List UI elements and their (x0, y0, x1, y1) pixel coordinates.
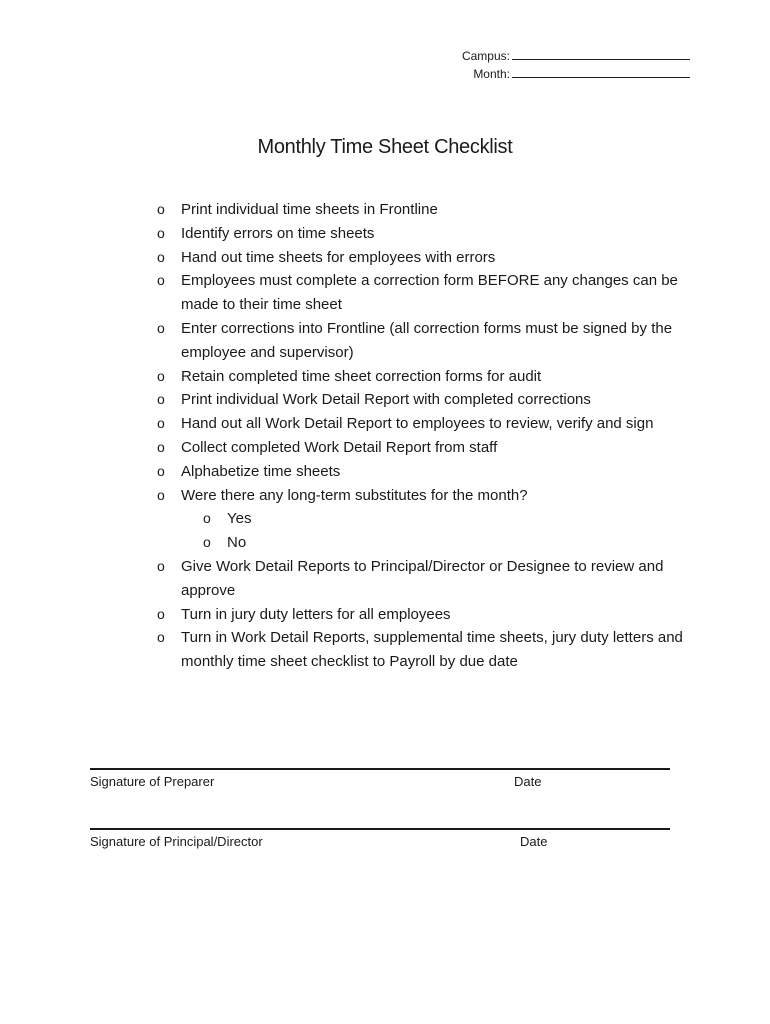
option-no[interactable] (203, 531, 687, 555)
month-label: Month: (473, 67, 510, 81)
substitute-options (157, 507, 687, 555)
campus-blank-line[interactable] (512, 48, 690, 60)
month-field (400, 65, 690, 83)
bullet-icon: o (157, 486, 165, 503)
bullet-icon: o (157, 557, 165, 574)
checklist-item-text: Enter corrections into Frontline (all correction forms must be signed by the employee and supervisor) (181, 319, 673, 361)
page-title: Monthly Time Sheet Checklist (257, 136, 513, 158)
bullet-icon: o (203, 534, 211, 551)
preparer-signature-line[interactable] (90, 768, 670, 770)
checklist-item-text: Print individual Work Detail Report with completed corrections (181, 391, 591, 409)
checklist-item-text: Were there any long-term substitutes for the month? (181, 486, 528, 504)
checklist-item-text: Identify errors on time sheets (181, 224, 375, 242)
preparer-signature-label: Signature of Preparer (90, 774, 215, 789)
checklist-item-text: Turn in Work Detail Reports, supplemental time sheets, jury duty letters and monthly time sheet checklist to Payroll by due date (181, 629, 683, 671)
checklist-item-print-work-detail (157, 388, 687, 412)
bullet-icon: o (157, 272, 165, 289)
bullet-icon: o (157, 201, 165, 217)
option-label: Yes (227, 510, 252, 528)
principal-signature-labels (90, 834, 670, 854)
bullet-icon: o (157, 629, 165, 646)
bullet-icon: o (157, 319, 165, 336)
campus-label: Campus: (461, 49, 510, 63)
bullet-icon: o (203, 510, 211, 527)
principal-signature-line[interactable] (90, 828, 670, 830)
campus-field (400, 47, 690, 65)
bullet-icon: o (157, 391, 165, 408)
checklist-item-text: Retain completed time sheet correction forms for audit (181, 367, 542, 385)
substitute-options-list (157, 507, 687, 555)
checklist-item-identify-errors (157, 222, 687, 246)
checklist-item-collect-work-detail (157, 436, 687, 460)
principal-signature-block (90, 828, 670, 854)
month-blank-line[interactable] (512, 66, 690, 78)
principal-signature-label: Signature of Principal/Director (90, 834, 263, 849)
checklist-item-print-time-sheets (157, 198, 687, 222)
checklist-item-hand-out-work-detail (157, 412, 687, 436)
checklist-item-text: Hand out time sheets for employees with errors (181, 248, 496, 266)
preparer-date-label: Date (514, 774, 542, 789)
checklist-item-turn-in-payroll (157, 626, 687, 674)
checklist (157, 198, 687, 674)
checklist-item-text: Employees must complete a correction form BEFORE any changes can be made to their time sheet (181, 272, 678, 314)
preparer-signature-block (90, 768, 670, 794)
checklist-item-retain-forms (157, 365, 687, 389)
checklist-item-enter-corrections (157, 317, 687, 365)
preparer-signature-labels (90, 774, 670, 794)
checklist-item-text: Turn in jury duty letters for all employees (181, 605, 451, 623)
checklist-item-long-term-substitutes (157, 484, 687, 508)
bullet-icon: o (157, 605, 165, 622)
bullet-icon: o (157, 438, 165, 455)
checklist-item-text: Hand out all Work Detail Report to employees to review, verify and sign (181, 415, 654, 433)
option-yes[interactable] (203, 507, 687, 531)
option-label: No (227, 534, 247, 552)
header-fields (400, 47, 690, 83)
checklist-item-alphabetize (157, 460, 687, 484)
checklist-item-correction-form (157, 269, 687, 317)
bullet-icon: o (157, 415, 165, 432)
checklist-item-text: Print individual time sheets in Frontline (181, 201, 438, 218)
bullet-icon: o (157, 462, 165, 479)
bullet-icon: o (157, 367, 165, 384)
checklist-item-jury-duty (157, 603, 687, 627)
checklist-item-text: Alphabetize time sheets (181, 462, 341, 480)
bullet-icon: o (157, 224, 165, 241)
checklist-item-hand-out-time-sheets (157, 246, 687, 270)
checklist-item-give-reports (157, 555, 687, 603)
checklist-item-text: Give Work Detail Reports to Principal/Director or Designee to review and approve (181, 557, 664, 599)
bullet-icon: o (157, 248, 165, 265)
principal-date-label: Date (520, 834, 548, 849)
checklist-item-text: Collect completed Work Detail Report from staff (181, 438, 498, 456)
